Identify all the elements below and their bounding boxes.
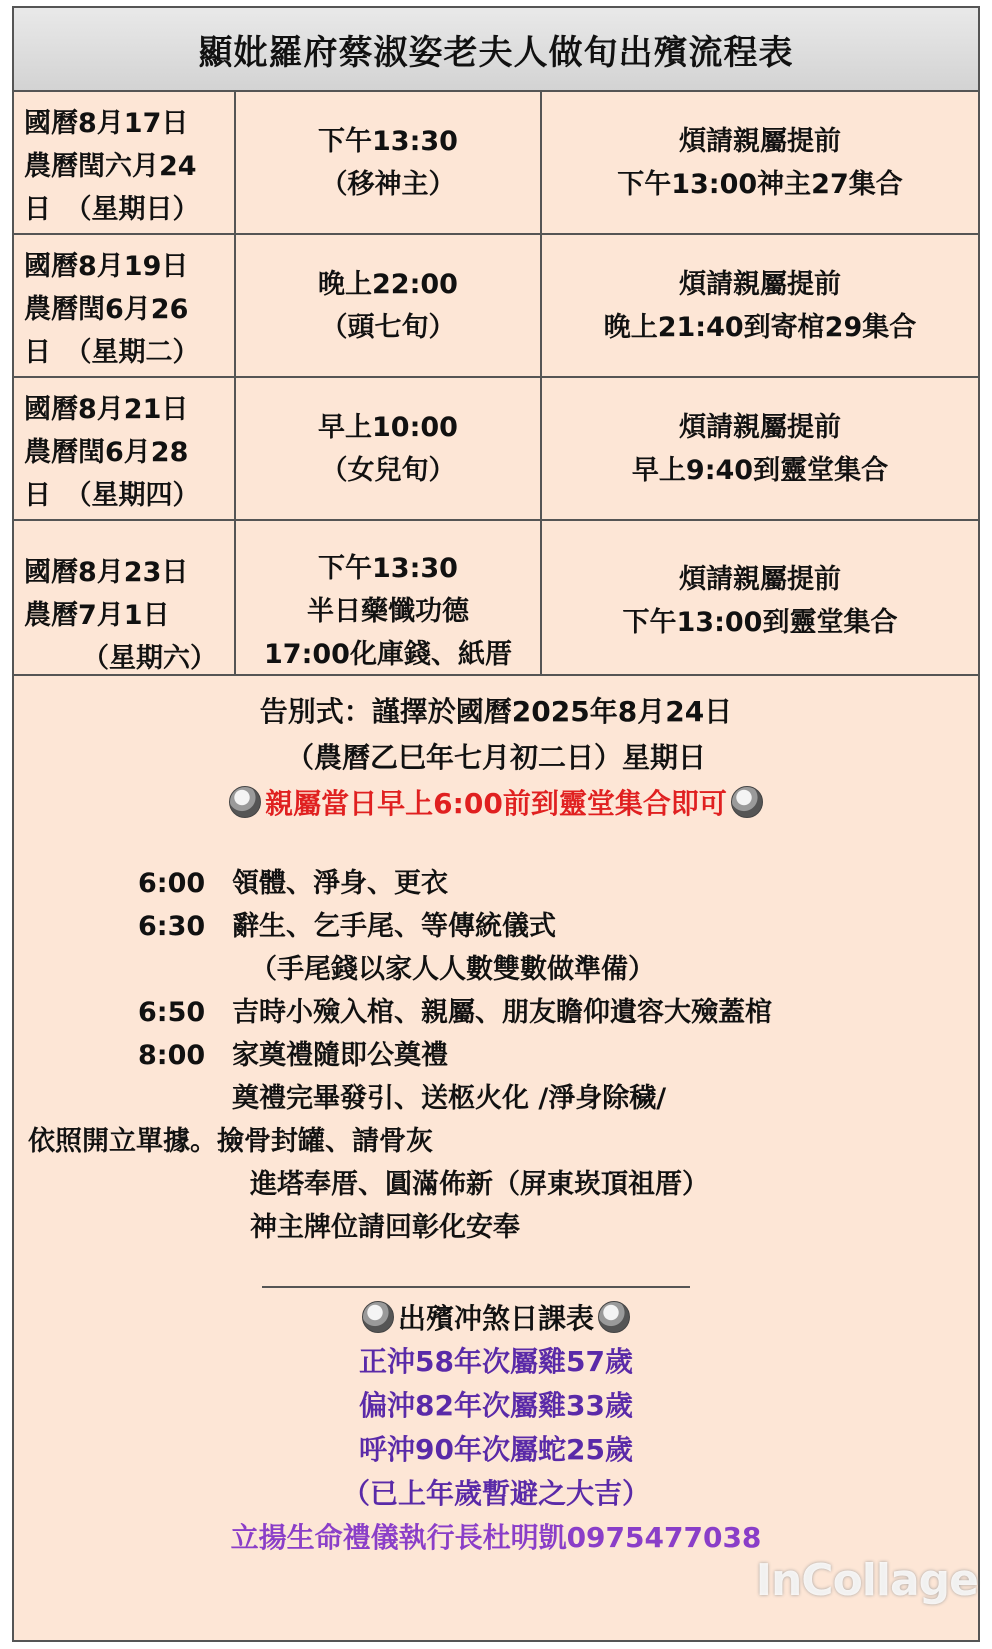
date-line: （星期六）	[82, 643, 217, 674]
schedule-line	[14, 1034, 978, 1077]
date-cell	[14, 521, 236, 681]
chong-sha-item: 偏沖82年次屬雞33歲	[359, 1389, 633, 1422]
schedule-line	[14, 1120, 978, 1163]
farewell-announcement: 告別式：謹擇於國曆2025年8月24日	[259, 695, 733, 728]
date-cell	[14, 92, 236, 233]
date-line: 國曆8月17日	[24, 108, 189, 139]
note-line: 煩請親屬提前	[679, 564, 841, 595]
schedule-desc: 家奠禮隨即公奠禮	[232, 1040, 448, 1071]
event-line: （女兒旬）	[320, 454, 456, 486]
schedule-desc: 奠禮完畢發引、送柩火化 /淨身除穢/	[232, 1083, 667, 1114]
ceremony-schedule	[14, 862, 978, 1249]
farewell-section	[12, 674, 980, 1642]
document-frame	[12, 6, 980, 1642]
schedule-time: 6:00	[138, 868, 206, 899]
schedule-desc: 依照開立單據。撿骨封罐、請骨灰	[28, 1126, 433, 1157]
date-line: 農曆閏6月28	[24, 437, 189, 468]
schedule-desc: 神主牌位請回彰化安奉	[250, 1212, 520, 1243]
date-line: 農曆7月1日	[24, 600, 170, 631]
radio-dot-icon	[362, 1301, 394, 1333]
chong-sha-item: 呼沖90年次屬蛇25歲	[359, 1433, 633, 1466]
schedule-time: 8:00	[138, 1040, 206, 1071]
note-line: 煩請親屬提前	[679, 268, 841, 300]
table-row	[12, 378, 980, 521]
date-line: 日 （星期四）	[24, 480, 200, 511]
schedule-desc: （手尾錢以家人人數雙數做準備）	[250, 954, 655, 985]
date-line: 日 （星期日）	[24, 194, 200, 225]
schedule-line	[14, 1206, 978, 1249]
radio-dot-icon	[598, 1301, 630, 1333]
event-cell	[236, 378, 542, 519]
incollage-watermark: InCollage	[755, 1555, 978, 1606]
date-line: 國曆8月23日	[24, 557, 189, 588]
avoid-note: （已上年歲暫避之大吉）	[341, 1477, 650, 1510]
schedule-line	[14, 862, 978, 905]
schedule-desc: 領體、淨身、更衣	[232, 868, 448, 899]
date-line: 日 （星期二）	[24, 337, 200, 368]
note-cell	[542, 235, 978, 376]
date-line: 國曆8月21日	[24, 394, 189, 425]
date-cell	[14, 235, 236, 376]
event-line: 晚上22:00	[318, 268, 458, 300]
page-title: 顯妣羅府蔡淑姿老夫人做旬出殯流程表	[12, 6, 980, 92]
event-line: 半日藥懺功德	[307, 596, 469, 627]
note-cell	[542, 92, 978, 233]
radio-dot-icon	[229, 786, 261, 818]
date-line: 國曆8月19日	[24, 251, 189, 282]
table-row	[12, 92, 980, 235]
date-cell	[14, 378, 236, 519]
event-cell	[236, 521, 542, 681]
schedule-time: 6:50	[138, 997, 206, 1028]
schedule-line	[14, 905, 978, 948]
schedule-line	[14, 1163, 978, 1206]
event-line: 早上10:00	[318, 411, 458, 443]
schedule-desc: 辭生、乞手尾、等傳統儀式	[232, 911, 556, 942]
note-line: 下午13:00神主27集合	[617, 168, 903, 200]
schedule-table	[12, 92, 980, 681]
event-cell	[236, 235, 542, 376]
note-cell	[542, 521, 978, 681]
event-cell	[236, 92, 542, 233]
chong-sha-section	[14, 1294, 978, 1560]
note-line: 早上9:40到靈堂集合	[631, 454, 889, 486]
schedule-desc: 進塔奉厝、圓滿佈新（屏東崁頂祖厝）	[250, 1169, 709, 1200]
gathering-notice-text: 親屬當日早上6:00前到靈堂集合即可	[265, 787, 727, 820]
chong-sha-title: 出殯冲煞日課表	[397, 1302, 594, 1335]
schedule-line	[14, 1077, 978, 1120]
note-line: 煩請親屬提前	[679, 125, 841, 157]
event-line: （移神主）	[320, 168, 456, 200]
farewell-lunar-date: （農曆乙巳年七月初二日）星期日	[285, 741, 706, 774]
event-line: 下午13:30	[318, 125, 458, 157]
contact-line: 立揚生命禮儀執行長杜明凱0975477038	[230, 1521, 762, 1554]
date-line: 農曆閏6月26	[24, 294, 189, 325]
gathering-notice	[14, 782, 978, 822]
note-line: 下午13:00到靈堂集合	[622, 607, 898, 638]
note-line: 煩請親屬提前	[679, 411, 841, 443]
schedule-desc: 吉時小殮入棺、親屬、朋友瞻仰遺容大殮蓋棺	[232, 997, 772, 1028]
schedule-line	[14, 948, 978, 991]
chong-sha-heading	[14, 1294, 978, 1340]
radio-dot-icon	[731, 786, 763, 818]
note-line: 晚上21:40到寄棺29集合	[603, 311, 917, 343]
date-line: 農曆閏六月24	[24, 151, 197, 182]
table-row	[12, 521, 980, 681]
note-cell	[542, 378, 978, 519]
table-row	[12, 235, 980, 378]
event-line: 17:00化庫錢、紙厝	[264, 639, 512, 670]
schedule-line	[14, 991, 978, 1034]
chong-sha-item: 正沖58年次屬雞57歲	[359, 1345, 633, 1378]
event-line: （頭七旬）	[320, 311, 456, 343]
schedule-time: 6:30	[138, 911, 206, 942]
event-line: 下午13:30	[318, 553, 458, 584]
divider	[262, 1286, 690, 1288]
